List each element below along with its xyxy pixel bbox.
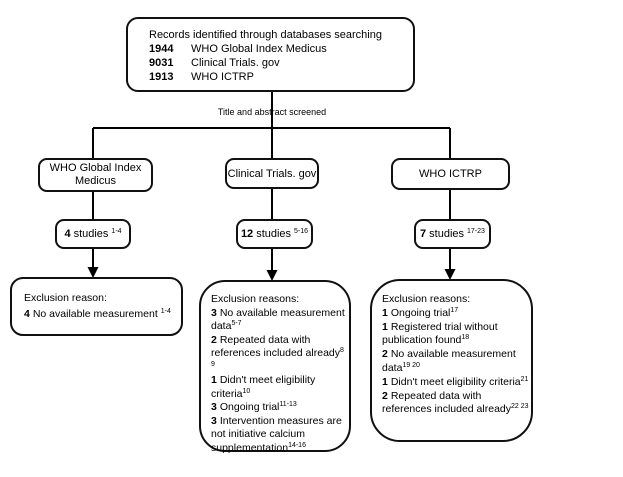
studies-box-who-ictrp bbox=[414, 219, 491, 249]
exclusion-item: 3 Ongoing trial$^{11-13}$ bbox=[211, 401, 297, 413]
studies-refs: 5-16 bbox=[294, 228, 309, 235]
record-source: WHO ICTRP bbox=[191, 71, 254, 83]
exclusion-item: 1 Didn't meet eligibility criteria$^{21}$ bbox=[382, 375, 529, 388]
source-label: WHO ICTRP bbox=[419, 168, 482, 180]
source-box-who-ictrp bbox=[391, 158, 510, 190]
exclusion-item: 1 Ongoing trial$^{17}$ bbox=[382, 306, 459, 319]
studies-count: 4 bbox=[64, 228, 71, 240]
studies-text bbox=[420, 227, 485, 241]
record-count: 9031 bbox=[149, 57, 174, 69]
records-row bbox=[149, 42, 403, 56]
studies-text bbox=[64, 227, 121, 241]
record-count: 1913 bbox=[149, 71, 174, 83]
studies-count: 12 bbox=[240, 228, 254, 240]
studies-word: studies bbox=[73, 228, 109, 240]
studies-text bbox=[241, 227, 308, 241]
exclusion-title: Exclusion reasons: bbox=[382, 293, 471, 305]
studies-box-clinical-trials-gov bbox=[236, 219, 313, 249]
source-label: Clinical Trials. gov bbox=[227, 167, 317, 180]
records-row bbox=[149, 56, 403, 70]
exclusion-item: 2 Repeated data with references included already$^{22 23}$ bbox=[382, 389, 529, 416]
exclusion-title: Exclusion reason: bbox=[24, 292, 107, 304]
records-row bbox=[149, 70, 403, 84]
exclusion-title: Exclusion reasons: bbox=[211, 293, 300, 305]
record-count: 1944 bbox=[149, 43, 174, 55]
exclusion-box-clinical-trials-gov bbox=[199, 280, 351, 452]
exclusion-box-who-ictrp bbox=[370, 279, 533, 442]
studies-box-who-global-index-medicus bbox=[55, 219, 131, 249]
screening-stage-label: Title and abstract screened bbox=[217, 107, 327, 117]
record-source: Clinical Trials. gov bbox=[191, 57, 280, 69]
exclusion-item: 3 Intervention measures are not initiative calcium supplementation$^{14-16}$ bbox=[211, 414, 342, 454]
records-identified-box bbox=[126, 17, 415, 92]
exclusion-item: 4 No available measurement $^{1-4}$ bbox=[24, 308, 171, 320]
exclusion-item: 2 No available measurement data$^{19 20}$ bbox=[382, 348, 516, 374]
records-title: Records identified through databases searching bbox=[149, 29, 382, 41]
exclusion-item: 3 No available measurement data$^{5-7}$ bbox=[211, 306, 345, 332]
source-box-clinical-trials-gov bbox=[225, 158, 319, 189]
studies-count: 7 bbox=[420, 228, 427, 240]
studies-refs: 1-4 bbox=[111, 228, 122, 235]
studies-refs: 17-23 bbox=[467, 228, 485, 235]
record-source: WHO Global Index Medicus bbox=[191, 43, 327, 55]
source-label: WHO Global Index Medicus bbox=[49, 162, 142, 187]
exclusion-box-who-global-index-medicus bbox=[10, 277, 183, 336]
studies-word: studies bbox=[429, 228, 465, 240]
exclusion-item: 1 Registered trial without publication found$^{18}$ bbox=[382, 320, 498, 347]
source-box-who-global-index-medicus bbox=[38, 158, 153, 192]
exclusion-item: 1 Didn't meet eligibility criteria$^{10}$ bbox=[211, 374, 316, 400]
exclusion-item: 2 Repeated data with references included already$^{8 9}$ bbox=[211, 333, 344, 368]
studies-word: studies bbox=[256, 228, 292, 240]
